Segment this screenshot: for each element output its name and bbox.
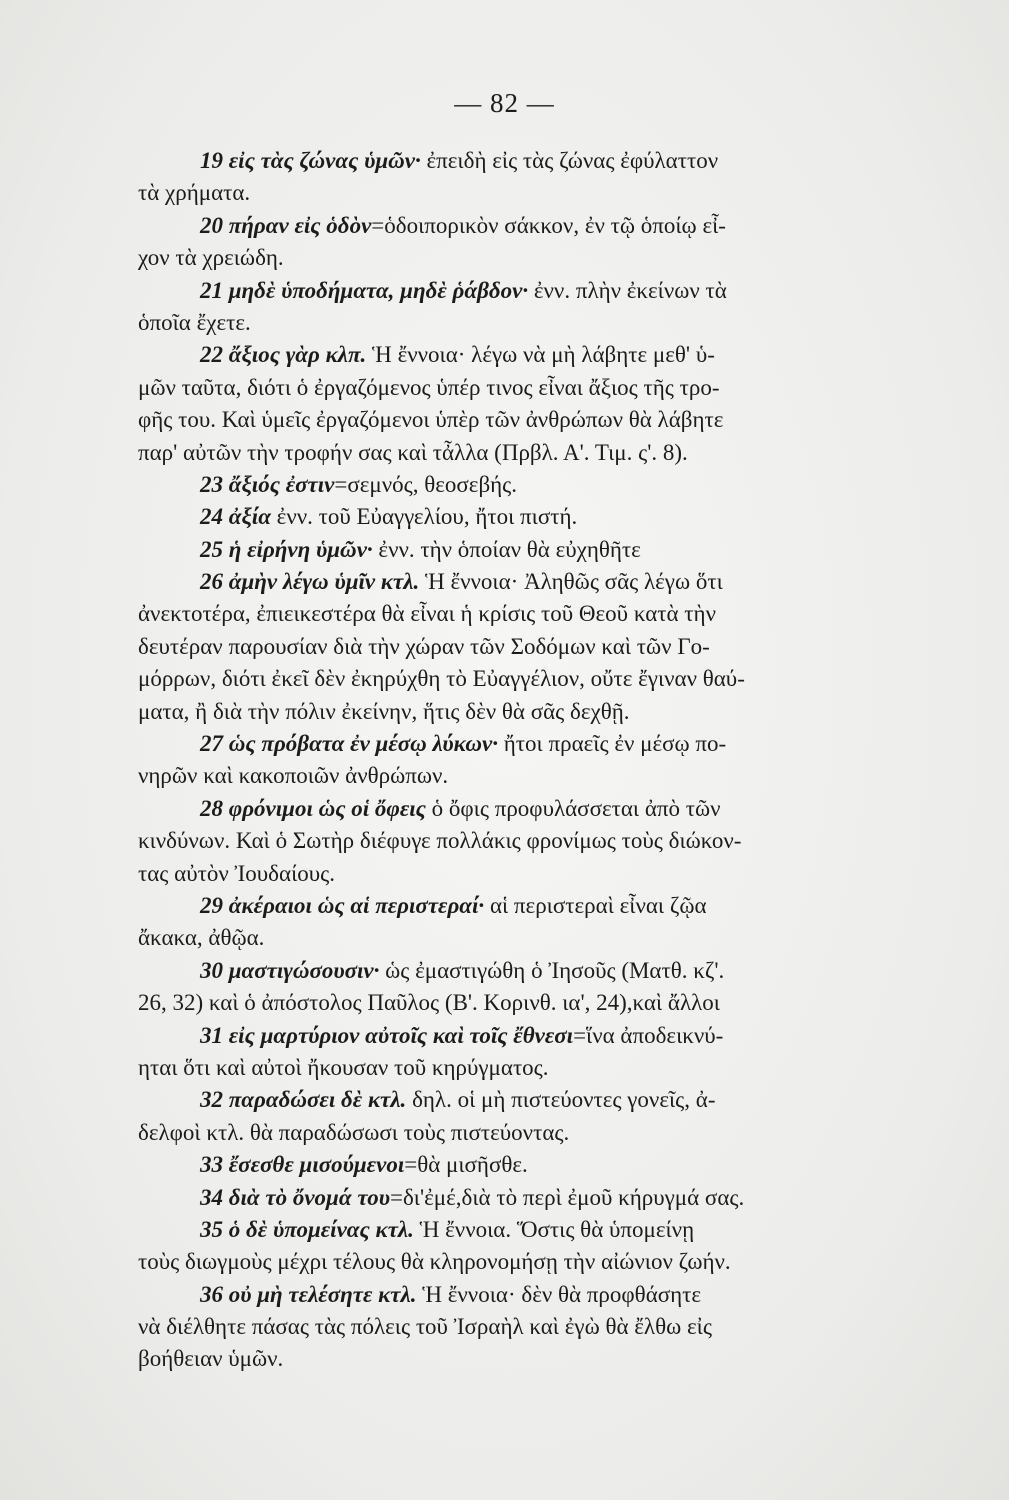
commentary: ηται ὅτι καὶ αὐτοὶ ἤκουσαν τοῦ κηρύγματος.: [138, 1054, 549, 1080]
text-line: [138, 210, 960, 242]
lemma: 26 ἀμὴν λέγω ὑμῖν κτλ.: [200, 569, 420, 595]
commentary: ὡς ἐμαστιγώθη ὁ Ἰησοῦς (Ματθ. κζ'.: [379, 957, 725, 983]
commentary: ἐνν. τοῦ Εὐαγγελίου, ἤτοι πιστή.: [270, 504, 578, 530]
commentary: ἐπειδὴ εἰς τὰς ζώνας ἐφύλαττον: [420, 148, 719, 173]
text-line: [138, 858, 960, 890]
commentary: δευτέραν παρουσίαν διὰ τὴν χώραν τῶν Σοδόμων καὶ τῶν Γο-: [138, 633, 710, 659]
text-line: [138, 793, 960, 825]
commentary: χον τὰ χρειώδη.: [138, 245, 284, 271]
commentary: =ὁδοιπορικὸν σάκκον, ἐν τῷ ὁποίῳ εἶ-: [371, 212, 726, 238]
text-line: [138, 922, 960, 954]
commentary: 26, 32) καὶ ὁ ἀπόστολος Παῦλος (Β'. Κορινθ. ια', 24),καὶ ἄλλοι: [138, 990, 720, 1016]
page-number: — 82 —: [454, 88, 555, 118]
commentary: φῆς του. Καὶ ὑμεῖς ἐργαζόμενοι ὑπὲρ τῶν ἀνθρώπων θὰ λάβητε: [138, 407, 724, 433]
commentary: ματα, ἢ διὰ τὴν πόλιν ἐκείνην, ἥτις δὲν θὰ σᾶς δεχθῇ.: [138, 698, 630, 724]
commentary: Ἡ ἔννοια· δὲν θὰ προφθάσητε: [416, 1281, 702, 1307]
text-line: [138, 955, 960, 987]
commentary: ὁ ὄφις προφυλάσσεται ἀπὸ τῶν: [425, 795, 721, 821]
text-line: [138, 1311, 960, 1343]
commentary-text: [138, 145, 960, 1376]
text-line: [138, 631, 960, 663]
commentary: ἐνν. πλὴν ἐκείνων τὰ: [528, 277, 727, 303]
lemma: 36 οὐ μὴ τελέσητε κτλ.: [200, 1281, 417, 1307]
text-line: [138, 890, 960, 922]
lemma: 35 ὁ δὲ ὑπομείνας κτλ.: [200, 1216, 414, 1242]
text-line: [138, 242, 960, 274]
commentary: τας αὐτὸν Ἰουδαίους.: [138, 860, 336, 886]
text-line: [138, 728, 960, 760]
text-line: [138, 663, 960, 695]
lemma: 27 ὡς πρόβατα ἐν μέσῳ λύκων·: [200, 731, 499, 757]
commentary: νὰ διέλθητε πάσας τὰς πόλεις τοῦ Ἰσραὴλ καὶ ἐγὼ θὰ ἔλθω εἰς: [138, 1314, 712, 1340]
text-line: [138, 566, 960, 598]
commentary: ἀνεκτοτέρα, ἐπιεικεστέρα θὰ εἶναι ἡ κρίσις τοῦ Θεοῦ κατὰ τὴν: [138, 601, 716, 627]
commentary: τοὺς διωγμοὺς μέχρι τέλους θὰ κληρονομήσῃ τὴν αἰώνιον ζωήν.: [138, 1249, 731, 1275]
text-line: [138, 339, 960, 371]
lemma: 22 ἄξιος γὰρ κλπ.: [200, 342, 367, 368]
text-line: [138, 987, 960, 1019]
lemma: 31 εἰς μαρτύριον αὐτοῖς καὶ τοῖς ἔθνεσι: [200, 1022, 574, 1048]
commentary: κινδύνων. Καὶ ὁ Σωτὴρ διέφυγε πολλάκις φρονίμως τοὺς διώκον-: [138, 828, 742, 854]
lemma: 19 εἰς τὰς ζώνας ὑμῶν·: [200, 148, 421, 173]
text-line: [138, 825, 960, 857]
text-line: [138, 760, 960, 792]
text-line: [138, 501, 960, 533]
text-line: [138, 372, 960, 404]
commentary: αἱ περιστεραὶ εἶναι ζῷα: [484, 892, 707, 918]
text-line: [138, 1117, 960, 1149]
commentary: παρ' αὐτῶν τὴν τροφήν σας καὶ τἆλλα (Πρβλ. Α'. Τιμ. ς'. 8).: [138, 439, 688, 465]
commentary: μῶν ταῦτα, διότι ὁ ἐργαζόμενος ὑπέρ τινος εἶναι ἄξιος τῆς τρο-: [138, 374, 720, 400]
lemma: 23 ἄξιός ἐστιν: [200, 471, 335, 497]
lemma: 28 φρόνιμοι ὡς οἱ ὄφεις: [200, 795, 426, 821]
lemma: 32 παραδώσει δὲ κτλ.: [200, 1087, 407, 1113]
lemma: 20 πήραν εἰς ὁδὸν: [200, 212, 372, 238]
text-line: [138, 1214, 960, 1246]
lemma: 24 ἀξία: [200, 504, 271, 530]
text-line: [138, 1279, 960, 1311]
commentary: μόρρων, διότι ἐκεῖ δὲν ἐκηρύχθη τὸ Εὐαγγέλιον, οὔτε ἔγιναν θαύ-: [138, 666, 745, 692]
text-line: [138, 1343, 960, 1375]
commentary: =θὰ μισῆσθε.: [404, 1152, 528, 1178]
commentary: βοήθειαν ὑμῶν.: [138, 1346, 284, 1372]
text-line: [138, 1149, 960, 1181]
text-line: [138, 1084, 960, 1116]
commentary: ὁποῖα ἔχετε.: [138, 309, 251, 335]
commentary: τὰ χρήματα.: [138, 180, 251, 206]
text-line: [138, 437, 960, 469]
text-line: [138, 145, 960, 177]
text-line: [138, 534, 960, 566]
commentary: δηλ. οἱ μὴ πιστεύοντες γονεῖς, ἀ-: [406, 1087, 716, 1113]
lemma: 34 διὰ τὸ ὄνομά του: [200, 1184, 390, 1210]
commentary: δελφοὶ κτλ. θὰ παραδώσωσι τοὺς πιστεύοντας.: [138, 1119, 570, 1145]
lemma: 30 μαστιγώσουσιν·: [200, 957, 380, 983]
commentary: νηρῶν καὶ κακοποιῶν ἀνθρώπων.: [138, 763, 449, 789]
commentary: =δι'ἐμέ,διὰ τὸ περὶ ἐμοῦ κήρυγμά σας.: [389, 1184, 745, 1210]
commentary: ἄκακα, ἀθῷα.: [138, 925, 265, 951]
commentary: ἐνν. τὴν ὁποίαν θὰ εὐχηθῆτε: [372, 536, 641, 562]
text-line: [138, 598, 960, 630]
text-line: [138, 469, 960, 501]
text-line: [138, 1052, 960, 1084]
commentary: =ἵνα ἀποδεικνύ-: [573, 1022, 724, 1048]
lemma: 33 ἔσεσθε μισούμενοι: [200, 1152, 405, 1178]
text-line: [138, 404, 960, 436]
commentary: Ἡ ἔννοια· λέγω νὰ μὴ λάβητε μεθ' ὑ-: [366, 342, 715, 368]
text-line: [138, 1182, 960, 1214]
lemma: 25 ἡ εἰρήνη ὑμῶν·: [200, 536, 373, 562]
lemma: 29 ἀκέραιοι ὡς αἱ περιστεραί·: [200, 892, 485, 918]
text-line: [138, 307, 960, 339]
text-line: [138, 696, 960, 728]
commentary: =σεμνός, θεοσεβής.: [334, 471, 518, 497]
lemma: 21 μηδὲ ὑποδήματα, μηδὲ ῥάβδον·: [200, 277, 529, 303]
text-line: [138, 177, 960, 209]
text-line: [138, 1020, 960, 1052]
text-line: [138, 1246, 960, 1278]
commentary: Ἡ ἔννοια. Ὅστις θὰ ὑπομείνῃ: [413, 1216, 695, 1242]
text-line: [138, 275, 960, 307]
commentary: Ἡ ἔννοια· Ἀληθῶς σᾶς λέγω ὅτι: [419, 569, 723, 595]
commentary: ἤτοι πραεῖς ἐν μέσῳ πο-: [498, 731, 727, 757]
